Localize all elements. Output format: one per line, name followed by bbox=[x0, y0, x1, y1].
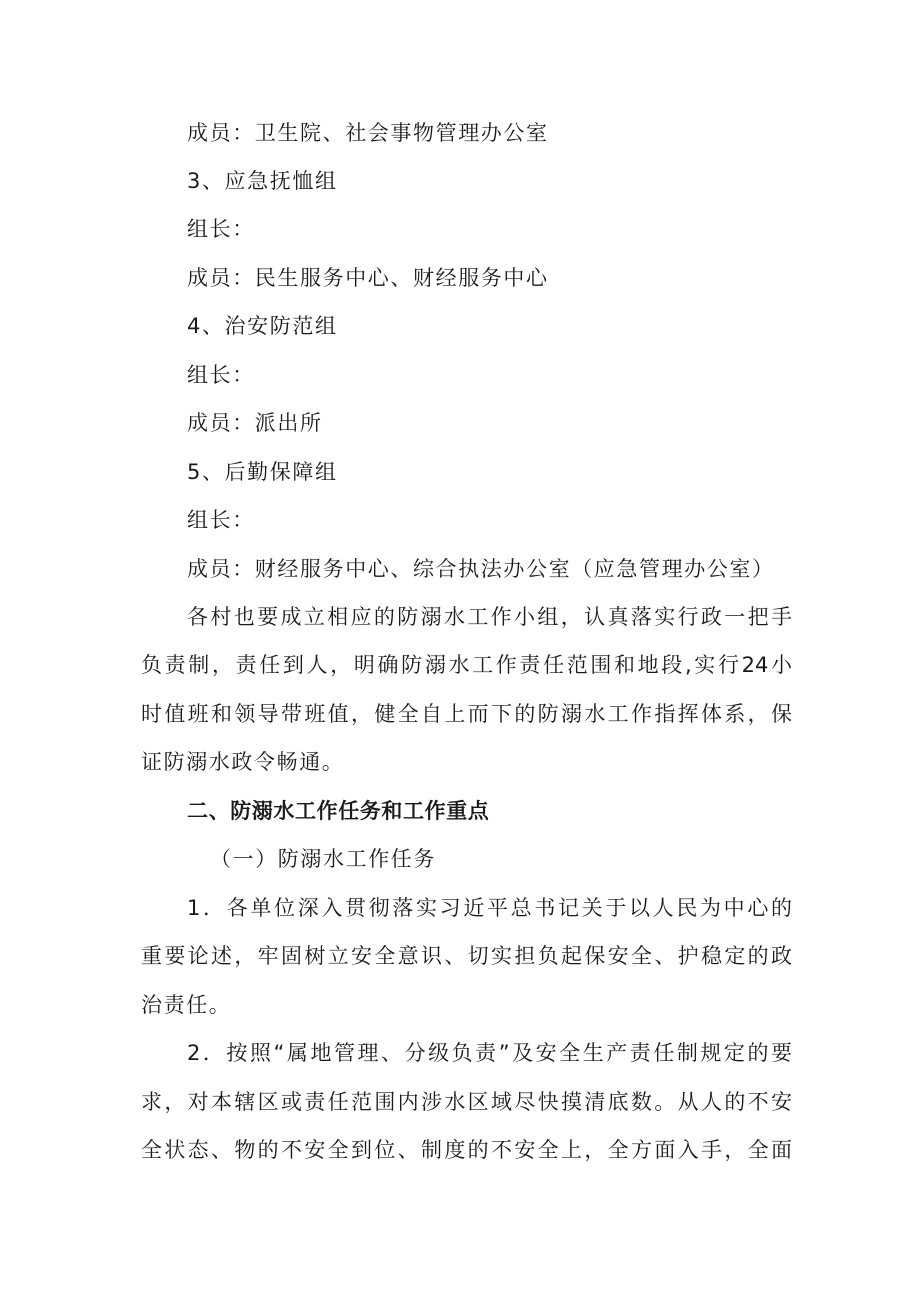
group-title-security: 4、治安防范组 bbox=[187, 314, 338, 338]
paragraph-line: 1．各单位深入贯彻落实习近平总书记关于以人民为中心的 bbox=[187, 896, 792, 920]
paragraph-line: 负责制，责任到人，明确防溺水工作责任范围和地段,实行24小 bbox=[141, 653, 792, 677]
paragraph-line: 时值班和领导带班值，健全自上而下的防溺水工作指挥体系，保 bbox=[141, 702, 792, 726]
paragraph-line: 2．按照“属地管理、分级负责”及安全生产责任制规定的要 bbox=[187, 1041, 792, 1065]
group-title-logistics: 5、后勤保障组 bbox=[187, 460, 338, 484]
section-heading: 二、防溺水工作任务和工作重点 bbox=[187, 799, 490, 823]
member-line-relief: 成员：民生服务中心、财经服务中心 bbox=[187, 266, 549, 290]
paragraph-line: 重要论述，牢固树立安全意识、切实担负起保安全、护稳定的政 bbox=[141, 944, 792, 968]
group-title-relief: 3、应急抚恤组 bbox=[187, 169, 338, 193]
leader-line-relief: 组长： bbox=[187, 217, 255, 241]
member-line-medical: 成员：卫生院、社会事物管理办公室 bbox=[187, 121, 549, 145]
paragraph-line: 各村也要成立相应的防溺水工作小组，认真落实行政一把手 bbox=[187, 605, 792, 629]
member-line-logistics: 成员：财经服务中心、综合执法办公室（应急管理办公室） bbox=[187, 557, 775, 581]
member-line-security: 成员：派出所 bbox=[187, 411, 323, 435]
leader-line-security: 组长： bbox=[187, 363, 255, 387]
paragraph-line: 全状态、物的不安全到位、制度的不安全上，全方面入手，全面 bbox=[141, 1138, 792, 1162]
paragraph-line: 治责任。 bbox=[141, 993, 232, 1017]
paragraph-line: 证防溺水政令畅通。 bbox=[141, 750, 345, 774]
leader-line-logistics: 组长： bbox=[187, 508, 255, 532]
subsection-heading: （一）防溺水工作任务 bbox=[210, 847, 436, 871]
paragraph-line: 求，对本辖区或责任范围内涉水区域尽快摸清底数。从人的不安 bbox=[141, 1090, 792, 1114]
